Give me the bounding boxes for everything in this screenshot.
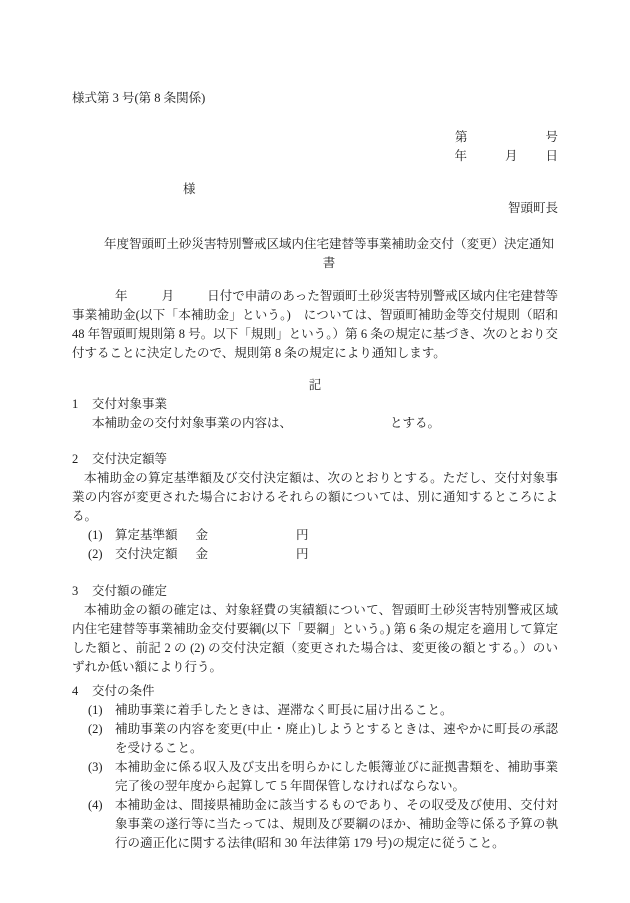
section-2-body: 本補助金の算定基準額及び交付決定額は、次のとおりとする。ただし、交付対象事業の内容が変更された場合におけるそれらの額については、別に通知するところによる。 (72, 470, 558, 523)
date-month-label: 月 (504, 149, 518, 163)
section-3-heading (72, 582, 558, 601)
intro-month-blank-field (128, 299, 162, 300)
section-4-title: 交付の条件 (92, 683, 155, 698)
addressee-honorific: 様 (183, 182, 196, 196)
section-3-number: 3 (72, 583, 79, 598)
date-month-blank-field (467, 159, 505, 160)
doc-number-prefix: 第 (454, 130, 468, 144)
condition-2-number: (2) (88, 721, 103, 736)
document-number-line (72, 128, 558, 147)
condition-item-2 (72, 720, 558, 758)
addressee-line (183, 180, 558, 199)
item-2-2-gap (178, 557, 196, 558)
item-2-1-amount-blank-field (208, 538, 296, 539)
condition-4-text: 本補助金は、間接県補助金に該当するものであり、その収受及び使用、交付対象事業の遂行等に当たっては、規則及び要綱のほか、補助金等に係る予算の執行の適正化に関する法律(昭和 30 年法律第 179 号)の規定に従うこと。 (115, 797, 558, 850)
ki-label: 記 (308, 377, 322, 392)
item-2-1-unit: 円 (296, 527, 309, 542)
item-2-2-currency: 金 (195, 546, 209, 561)
intro-month-label: 月 (161, 289, 175, 303)
section-1-blank-field (292, 426, 390, 427)
intro-body-text: 日付で申請のあった智頭町土砂災害特別警戒区域内住宅建替等事業補助金(以下「本補助金」という。) については、智頭町補助金等交付規則（昭和 48 年智頭町規則第 8 号。以下「規則」という。）第 6 条の規定に基づき、次のとおり交付することに決定したので、規則第 8 条の規定により通知します。 (72, 289, 558, 360)
section-1-body-tail: とする。 (390, 415, 441, 430)
condition-3-number: (3) (88, 759, 103, 774)
section-1-body-lead: 本補助金の交付対象事業の内容は、 (92, 415, 293, 430)
section-1-number: 1 (72, 396, 79, 411)
section-2-heading (72, 450, 558, 469)
section-1-heading (72, 395, 558, 414)
condition-1-text: 補助事業に着手したときは、遅滞なく町長に届け出ること。 (115, 702, 453, 717)
date-day-label: 日 (545, 149, 558, 163)
condition-item-3 (72, 758, 558, 796)
section-3-title: 交付額の確定 (92, 583, 168, 598)
section-2-number: 2 (72, 451, 79, 466)
form-number-label: 様式第 3 号(第 8 条関係) (72, 91, 206, 105)
item-2-2-number: (2) (88, 546, 103, 561)
doc-number-blank-field (467, 140, 545, 141)
condition-1-number: (1) (88, 702, 103, 717)
item-2-1-gap (178, 538, 196, 539)
section-2-title: 交付決定額等 (92, 451, 168, 466)
condition-4-number: (4) (88, 797, 103, 812)
date-day-blank-field (517, 159, 545, 160)
section-grant-target-project (72, 395, 558, 433)
doc-number-suffix: 号 (545, 130, 558, 144)
section-1-body (92, 414, 558, 433)
item-2-2-unit: 円 (296, 546, 309, 561)
calc-standard-amount-row (72, 526, 558, 545)
intro-year-label: 年 (115, 289, 128, 303)
intro-paragraph (72, 287, 558, 363)
section-amount-determination (72, 582, 558, 677)
document-title: 年度智頭町土砂災害特別警戒区域内住宅建替等事業補助金交付（変更）決定通知書 (103, 237, 554, 270)
condition-item-1 (72, 701, 558, 720)
sender-title: 智頭町長 (507, 201, 558, 215)
condition-2-text: 補助事業の内容を変更(中止・廃止)しようとするときは、速やかに町長の承認を受けること。 (115, 721, 558, 755)
item-2-1-number: (1) (88, 527, 103, 542)
section-4-heading (72, 682, 558, 701)
condition-3-text: 本補助金に係る収入及び支出を明らかにした帳簿並びに証拠書類を、補助事業完了後の翌年度から起算して 5 年間保管しなければならない。 (115, 759, 558, 793)
grant-decision-amount-row (72, 545, 558, 564)
section-1-title: 交付対象事業 (92, 396, 168, 411)
item-2-2-amount-blank-field (208, 557, 296, 558)
section-3-body: 本補助金の額の確定は、対象経費の実績額について、智頭町土砂災害特別警戒区域内住宅建替等事業補助金交付要綱(以下「要綱」という。) 第 6 条の規定を適用して算定した額と、前記 2 の (2) の交付決定額（変更された場合は、変更後の額とする。）のいずれか低い額により行う。 (72, 602, 558, 674)
section-grant-conditions (72, 682, 558, 853)
intro-day-blank-field (174, 299, 207, 300)
section-4-number: 4 (72, 683, 79, 698)
item-2-1-currency: 金 (195, 527, 209, 542)
item-2-1-label: 算定基準額 (115, 527, 178, 542)
sender-line (72, 199, 558, 218)
section-grant-decision-amount (72, 450, 558, 564)
date-year-label: 年 (454, 149, 467, 163)
document-number-date-block (72, 128, 558, 166)
condition-item-4 (72, 796, 558, 853)
document-date-line (72, 147, 558, 166)
item-2-2-label: 交付決定額 (115, 546, 178, 561)
